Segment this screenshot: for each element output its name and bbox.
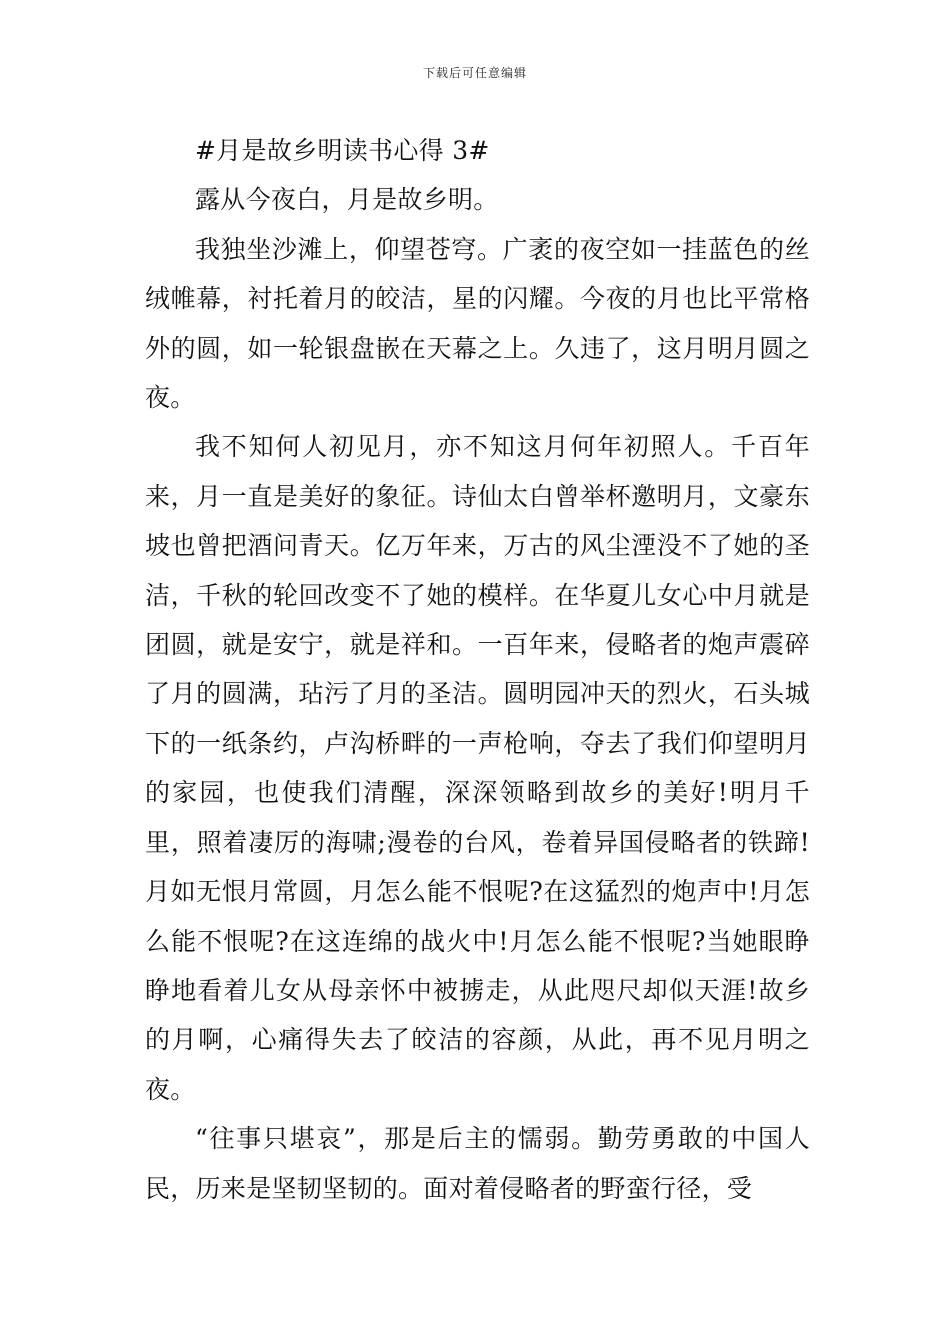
document-body [145,126,810,1213]
document-title: #月是故乡明读书心得 3# [195,136,490,165]
paragraph-2: 我独坐沙滩上，仰望苍穹。广袤的夜空如一挂蓝色的丝绒帷幕，衬托着月的皎洁，星的闪耀。今夜的月也比平常格外的圆，如一轮银盘嵌在天幕之上。久违了，这月明月圆之夜。 [145,234,810,413]
paragraph-4: “往事只堪哀”，那是后主的懦弱。勤劳勇敢的中国人民，历来是坚韧坚韧的。面对着侵略者的野蛮行径，受 [145,1124,810,1203]
page-header-note: 下载后可任意编辑 [422,66,527,80]
paragraph-3: 我不知何人初见月，亦不知这月何年初照人。千百年来，月一直是美好的象征。诗仙太白曾举杯邀明月，文豪东坡也曾把酒问青天。亿万年来，万古的风尘湮没不了她的圣洁，千秋的轮回改变不了她的模样。在华夏儿女心中月就是团圆，就是安宁，就是祥和。一百年来，侵略者的炮声震碎了月的圆满，玷污了月的圣洁。圆明园冲天的烈火，石头城下的一纸条约，卢沟桥畔的一声枪响，夺去了我们仰望明月的家园，也使我们清醒，深深领略到故乡的美好!明月千里，照着凄厉的海啸;漫卷的台风，卷着异国侵略者的铁蹄!月如无恨月常圆，月怎么能不恨呢?在这猛烈的炮声中!月怎么能不恨呢?在这连绵的战火中!月怎么能不恨呢?当她眼睁睁地看着儿女从母亲怀中被掳走，从此咫尺却似天涯!故乡的月啊，心痛得失去了皎洁的容颜，从此，再不见月明之夜。 [145,432,810,1104]
paragraph-1: 露从今夜白，月是故乡明。 [195,185,499,215]
